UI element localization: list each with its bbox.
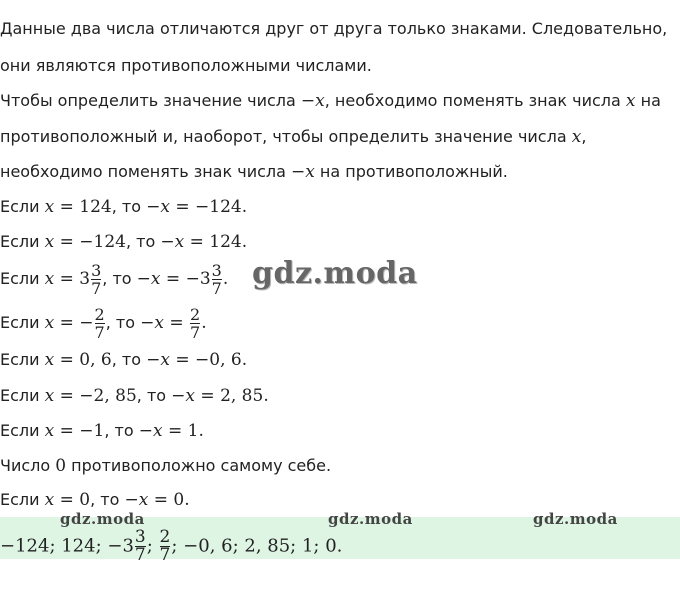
math-neg-x: −x (136, 269, 161, 289)
intro-line-1: Данные два числа отличаются друг от друга только знаками. Следовательно, (0, 19, 668, 38)
math-eq: = (163, 313, 189, 333)
math-x: x (44, 350, 55, 370)
fraction (190, 306, 200, 341)
numerator: 2 (94, 305, 105, 324)
answer-fraction (160, 529, 171, 564)
math-x: x (625, 91, 636, 111)
period: . (201, 313, 207, 333)
math-x: x (44, 421, 55, 441)
math-eq: = (160, 269, 186, 289)
math-neg-x: −x (138, 421, 163, 441)
math-eq: = (54, 421, 80, 441)
word-if: Если (0, 269, 45, 288)
neg-x-value: 2, 85. (220, 386, 269, 406)
text: Чтобы определить значение числа (0, 91, 301, 110)
answer-part: ; −0, 6; 2, 85; 1; 0. (171, 535, 343, 557)
word-then: , то (111, 197, 147, 216)
math-eq: = (184, 232, 210, 252)
math-eq: = (54, 313, 80, 333)
whole-part: 3 (79, 269, 91, 289)
watermark-logo: gdz.moda (252, 256, 418, 291)
math-neg-x: −x (146, 350, 170, 370)
math-neg-x: −x (291, 162, 315, 182)
text: необходимо поменять знак числа (0, 162, 291, 181)
math-x: x (44, 197, 55, 217)
denominator: 7 (190, 323, 201, 342)
neg-x-value: 0. (173, 490, 190, 510)
text: на противоположный. (314, 162, 508, 181)
intro-line-4 (0, 127, 586, 147)
intro-line-2: они являются противоположными числами. (0, 56, 372, 75)
text: на (635, 91, 661, 110)
x-value: −124 (79, 232, 126, 252)
x-value: 0, 6 (79, 350, 112, 370)
example-7 (0, 421, 204, 441)
math-eq: = (54, 386, 80, 406)
denominator: 7 (94, 323, 105, 342)
word-if: Если (0, 386, 45, 405)
math-eq: = (54, 197, 80, 217)
numerator: 2 (159, 527, 171, 547)
numerator: 2 (190, 305, 201, 324)
word-if: Если (0, 350, 45, 369)
math-eq: = (54, 490, 80, 510)
denominator: 7 (134, 545, 146, 565)
word-if: Если (0, 232, 45, 251)
period: . (222, 269, 229, 289)
watermark-small: gdz.moda (533, 510, 618, 528)
neg-x-value: 124. (209, 232, 248, 252)
math-eq: = (162, 421, 188, 441)
word-then: , то (104, 421, 139, 440)
neg-x-value: −124. (195, 197, 248, 217)
intro-line-3 (0, 91, 661, 111)
example-6 (0, 386, 269, 406)
word-then: , то (136, 386, 172, 405)
math-x: x (571, 127, 582, 147)
text: противоположный и, наоборот, чтобы определить значение числа (0, 127, 572, 146)
watermark-small: gdz.moda (328, 510, 413, 528)
example-4 (0, 306, 207, 341)
math-eq: = (169, 197, 196, 217)
denominator: 7 (91, 279, 102, 298)
numerator: 3 (91, 261, 102, 280)
word-then: , то (105, 313, 141, 332)
math-x: x (44, 269, 55, 289)
math-eq: = (54, 269, 80, 289)
answer-part: ; (146, 535, 159, 557)
math-eq: = (54, 350, 80, 370)
word-then: , то (125, 232, 161, 251)
x-value: −2, 85 (79, 386, 137, 406)
text: , (581, 127, 587, 146)
answer-fraction (135, 529, 146, 564)
math-x: x (44, 313, 55, 333)
zero-note (0, 456, 331, 476)
minus-sign: − (79, 313, 94, 333)
answer-line (0, 529, 342, 564)
word-if: Если (0, 421, 45, 440)
neg-x-value: 1. (187, 421, 204, 441)
example-3 (0, 262, 228, 297)
fraction (91, 262, 101, 297)
answer-whole: −3 (107, 535, 134, 557)
intro-line-5 (0, 162, 508, 182)
x-value: −1 (79, 421, 105, 441)
math-neg-x: −x (146, 197, 170, 217)
math-x: x (44, 232, 55, 252)
math-neg-x: −x (140, 313, 164, 333)
text: , необходимо поменять знак числа (324, 91, 626, 110)
fraction (212, 262, 222, 297)
math-neg-x: −x (171, 386, 195, 406)
math-eq: = (148, 490, 174, 510)
math-x: x (44, 490, 55, 510)
neg-x-value: −0, 6. (195, 350, 248, 370)
word-if: Если (0, 490, 45, 509)
fraction (95, 306, 105, 341)
zero-value: 0 (55, 456, 67, 476)
watermark-small: gdz.moda (60, 510, 145, 528)
word-then: , то (111, 350, 147, 369)
answer-part: −124; 124; (0, 535, 108, 557)
math-x: x (44, 386, 55, 406)
example-8 (0, 490, 190, 510)
math-eq: = (169, 350, 196, 370)
example-5 (0, 350, 247, 370)
word-if: Если (0, 197, 45, 216)
numerator: 3 (134, 527, 146, 547)
denominator: 7 (159, 545, 171, 565)
whole-part: −3 (185, 269, 211, 289)
example-2 (0, 232, 247, 252)
math-eq: = (54, 232, 80, 252)
text: противоположно самому себе. (66, 456, 332, 475)
math-neg-x: −x (300, 91, 325, 111)
x-value: 0 (79, 490, 91, 510)
denominator: 7 (211, 279, 222, 298)
example-1 (0, 197, 247, 217)
word-then: , то (90, 490, 125, 509)
word-then: , то (102, 269, 137, 288)
text: Число (0, 456, 56, 475)
math-neg-x: −x (124, 490, 149, 510)
math-eq: = (195, 386, 221, 406)
math-neg-x: −x (160, 232, 185, 252)
word-if: Если (0, 313, 45, 332)
numerator: 3 (211, 261, 222, 280)
x-value: 124 (79, 197, 112, 217)
